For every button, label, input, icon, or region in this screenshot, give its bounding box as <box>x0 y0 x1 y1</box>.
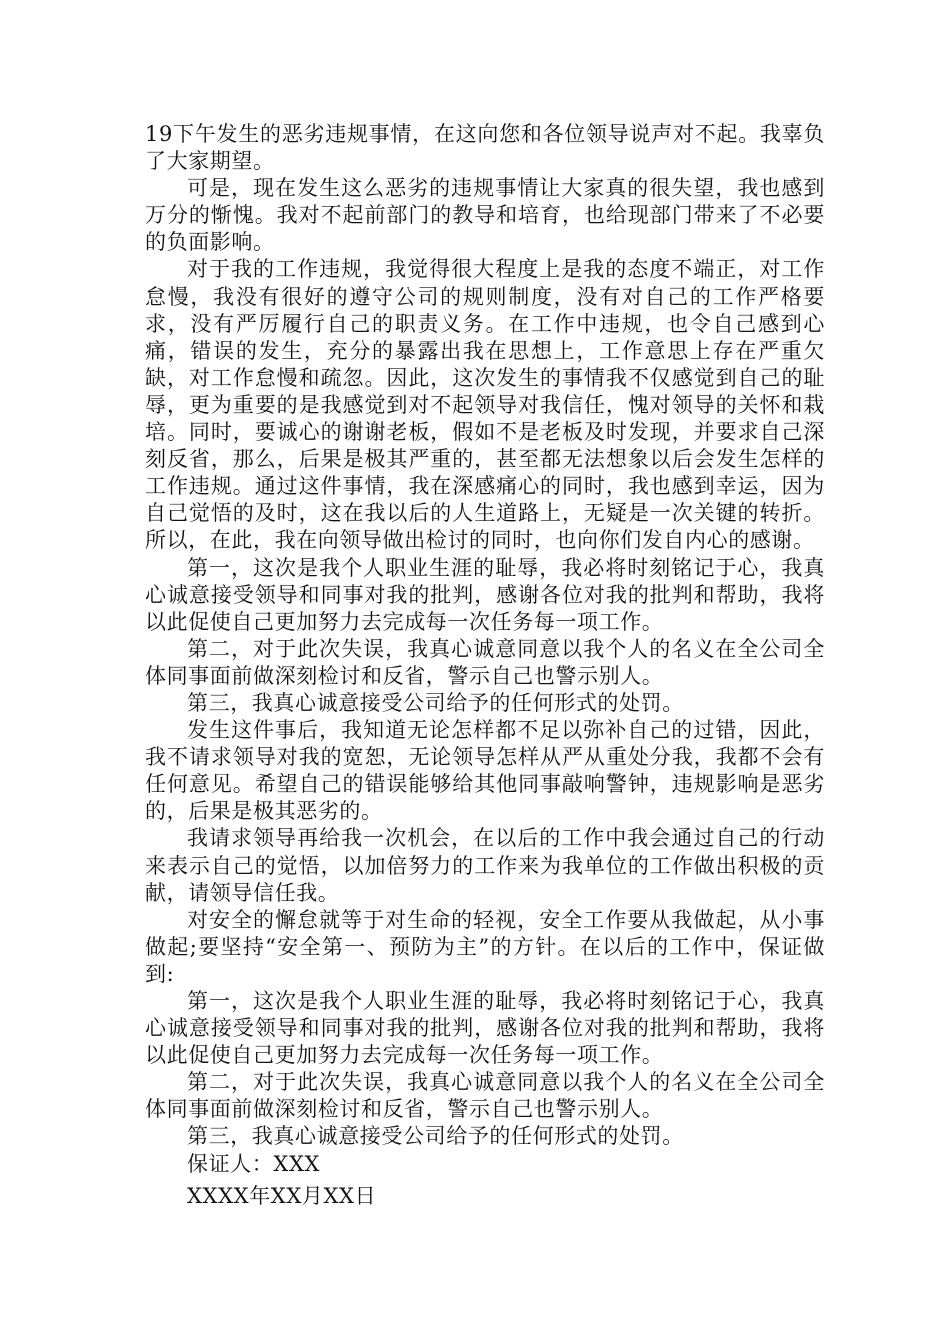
paragraph-safety-commitment: 对安全的懈怠就等于对生命的轻视，安全工作要从我做起，从小事做起;要坚持“安全第一、预防为主”的方针。在以后的工作中，保证做到: <box>145 907 825 986</box>
paragraph-acceptance: 发生这件事后，我知道无论怎样都不足以弥补自己的过错，因此，我不请求领导对我的宽恕，无论领导怎样从严从重处分我，我都不会有任何意见。希望自己的错误能够给其他同事敲响警钟，违规影响是恶劣的，后果是极其恶劣的。 <box>145 718 825 824</box>
paragraph-guarantee-one: 第一，这次是我个人职业生涯的耻辱，我必将时刻铭记于心，我真心诚意接受领导和同事对我的批判，感谢各位对我的批判和帮助，我将以此促使自己更加努力去完成每一次任务每一项工作。 <box>145 989 825 1068</box>
paragraph-self-reflection: 对于我的工作违规，我觉得很大程度上是我的态度不端正，对工作怠慢，我没有很好的遵守公司的规则制度，没有对自己的工作严格要求，没有严厉履行自己的职责义务。在工作中违规，也令自己感到心痛，错误的发生，充分的暴露出我在思想上，工作意思上存在严重欠缺，对工作怠慢和疏忽。因此，这次发生的事情我不仅感觉到自己的耻辱，更为重要的是我感觉到对不起领导对我信任，愧对领导的关怀和栽培。同时，要诚心的谢谢老板，假如不是老板及时发现，并要求自己深刻反省，那么，后果是极其严重的，甚至都无法想象以后会发生怎样的工作违规。通过这件事情，我在深感痛心的同时，我也感到幸运，因为自己觉悟的及时，这在我以后的人生道路上，无疑是一次关键的转折。所以，在此，我在向领导做出检讨的同时，也向你们发自内心的感谢。 <box>145 257 825 553</box>
paragraph-request-chance: 我请求领导再给我一次机会，在以后的工作中我会通过自己的行动来表示自己的觉悟，以加倍努力的工作来为我单位的工作做出积极的贡献，请领导信任我。 <box>145 826 825 905</box>
guarantor-signature: 保证人：XXX <box>187 1151 321 1176</box>
paragraph-disappointment: 可是，现在发生这么恶劣的违规事情让大家真的很失望，我也感到万分的惭愧。我对不起前部门的教导和培育，也给现部门带来了不必要的负面影响。 <box>145 176 825 255</box>
paragraph-point-one: 第一，这次是我个人职业生涯的耻辱，我必将时刻铭记于心，我真心诚意接受领导和同事对我的批判，感谢各位对我的批判和帮助，我将以此促使自己更加努力去完成每一次任务每一项工作。 <box>145 555 825 634</box>
paragraph-apology-opening: 19下午发生的恶劣违规事情，在这向您和各位领导说声对不起。我辜负了大家期望。 <box>145 122 825 174</box>
paragraph-guarantee-three: 第三，我真心诚意接受公司给予的任何形式的处罚。 <box>187 1124 684 1149</box>
paragraph-point-two: 第二，对于此次失误，我真心诚意同意以我个人的名义在全公司全体同事面前做深刻检讨和反省，警示自己也警示别人。 <box>145 636 825 688</box>
document-body <box>145 121 825 1210</box>
paragraph-guarantee-two: 第二，对于此次失误，我真心诚意同意以我个人的名义在全公司全体同事面前做深刻检讨和反省，警示自己也警示别人。 <box>145 1070 825 1122</box>
signature-date: XXXX年XX月XX日 <box>187 1183 377 1208</box>
paragraph-point-three: 第三，我真心诚意接受公司给予的任何形式的处罚。 <box>187 690 684 715</box>
